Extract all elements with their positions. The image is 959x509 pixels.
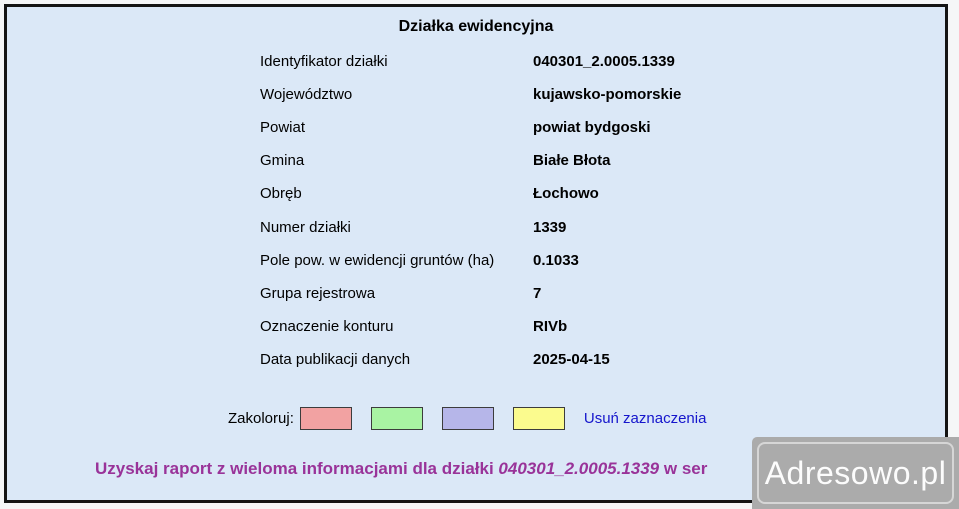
row-label: Data publikacji danych — [260, 350, 411, 368]
row-value: 0.1033 — [533, 251, 579, 269]
row-value: kujawsko-pomorskie — [533, 86, 682, 104]
colorize-swatch-red[interactable] — [300, 407, 352, 430]
colorize-swatch-green[interactable] — [371, 407, 423, 430]
table-row — [260, 111, 931, 144]
table-row — [260, 210, 931, 243]
table-row — [260, 45, 931, 78]
adresowo-watermark-frame — [757, 442, 954, 504]
row-value: Białe Błota — [533, 152, 611, 170]
colorize-swatch-yellow[interactable] — [513, 407, 565, 430]
table-row — [260, 277, 931, 310]
row-label: Obręb — [260, 185, 302, 203]
row-label: Numer działki — [260, 218, 351, 236]
row-value: 2025-04-15 — [533, 350, 610, 368]
parcel-attributes-table — [260, 45, 931, 376]
row-label: Powiat — [260, 119, 306, 137]
colorize-swatch-purple[interactable] — [442, 407, 494, 430]
row-value: 040301_2.0005.1339 — [533, 53, 675, 71]
row-label: Województwo — [260, 86, 353, 104]
row-label: Pole pow. w ewidencji gruntów (ha) — [260, 251, 495, 269]
table-row — [260, 244, 931, 277]
page-title: Działka ewidencyjna — [398, 18, 554, 35]
report-link-prefix: Uzyskaj raport z wieloma informacjami dla działki — [95, 459, 499, 478]
adresowo-watermark — [752, 437, 959, 509]
clear-selection-link[interactable]: Usuń zaznaczenia — [583, 409, 707, 427]
row-label: Oznaczenie konturu — [260, 317, 394, 335]
colorize-label: Zakoloruj: — [228, 409, 294, 427]
row-value: 7 — [533, 284, 542, 302]
row-label: Gmina — [260, 152, 305, 170]
colorize-toolbar — [228, 403, 706, 433]
row-label: Grupa rejestrowa — [260, 284, 376, 302]
row-label: Identyfikator działki — [260, 53, 388, 71]
parcel-info-panel — [4, 4, 948, 503]
row-value: powiat bydgoski — [533, 119, 651, 137]
adresowo-logo-text: Adresowo.pl — [764, 454, 947, 491]
row-value: Łochowo — [533, 185, 599, 203]
table-row — [260, 78, 931, 111]
report-link-parcel-id: 040301_2.0005.1339 — [498, 459, 660, 478]
table-row — [260, 343, 931, 376]
table-row — [260, 177, 931, 210]
row-value: 1339 — [533, 218, 567, 236]
report-link[interactable] — [95, 459, 707, 479]
table-row — [260, 144, 931, 177]
row-value: RIVb — [533, 317, 568, 335]
report-link-suffix: w ser — [659, 459, 708, 478]
table-row — [260, 310, 931, 343]
